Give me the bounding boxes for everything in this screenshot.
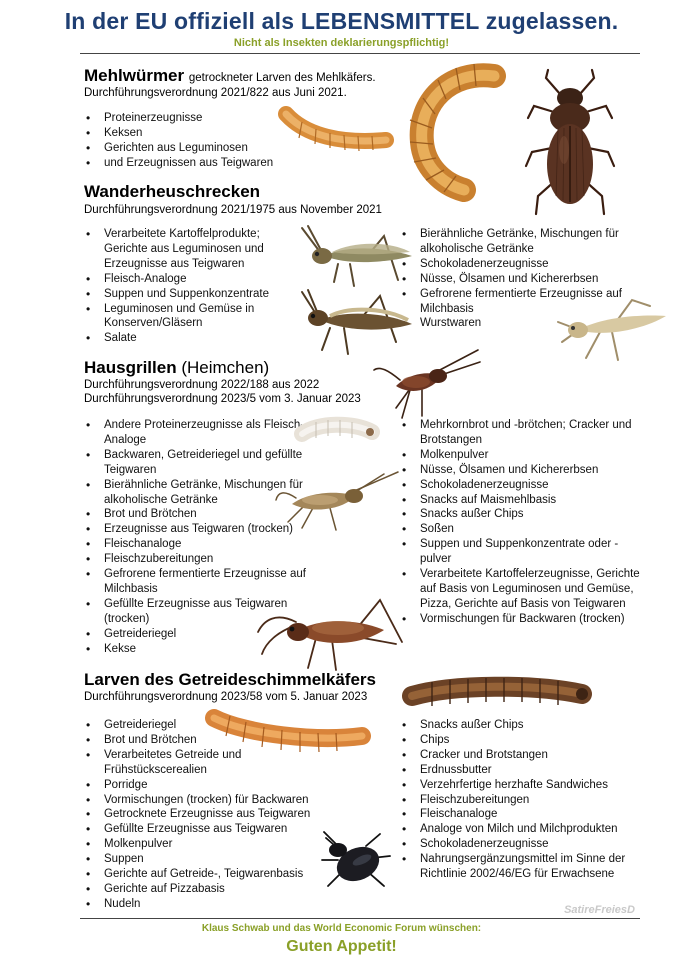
- list-item: • Backwaren, Getreideriegel und gefüllte Teigwaren: [82, 448, 317, 478]
- list-item: • Schokoladenerzeugnisse: [398, 257, 648, 272]
- larva-icon: [404, 672, 590, 718]
- list-item: • Nudeln: [82, 897, 332, 912]
- list-item: • Schokoladenerzeugnisse: [398, 478, 648, 493]
- list-item: • Nüsse, Ölsamen und Kichererbsen: [398, 272, 648, 287]
- section-title-note: (Heimchen): [181, 358, 270, 377]
- list-item: • Cracker und Brotstangen: [398, 748, 648, 763]
- list-item: • Leguminosen und Gemüse in Konserven/Gläsern: [82, 302, 292, 332]
- section-getreideschimmelkaefer-regulation: Durchführungsverordnung 2023/58 vom 5. Januar 2023: [84, 691, 368, 703]
- list-item: • Chips: [398, 733, 648, 748]
- watermark: SatireFreiesD: [564, 904, 635, 916]
- list-item: • und Erzeugnissen aus Teigwaren: [82, 156, 322, 171]
- list-item: • Suppen und Suppenkonzentrate: [82, 287, 292, 302]
- list-item: • Porridge: [82, 778, 332, 793]
- list-item: • Gefüllte Erzeugnisse aus Teigwaren (trocken): [82, 597, 317, 627]
- list-item: • Brot und Brötchen: [82, 733, 332, 748]
- list-item: • Nahrungsergänzungsmittel im Sinne der Richtlinie 2002/46/EG für Erwachsene: [398, 852, 648, 882]
- list-item: • Proteinerzeugnisse: [82, 111, 322, 126]
- section-wanderheuschrecken-title: Wanderheuschrecken: [84, 182, 261, 201]
- list-item: • Vormischungen für Backwaren (trocken): [398, 612, 648, 627]
- header-divider: [80, 53, 640, 54]
- section-getreideschimmelkaefer-right-list: [398, 718, 648, 882]
- section-hausgrillen-regulation-1: Durchführungsverordnung 2022/188 aus 2022: [84, 379, 320, 391]
- cricket-icon: [256, 592, 408, 674]
- list-item: • Vormischungen (trocken) für Backwaren: [82, 793, 332, 808]
- list-item: • Getreideriegel: [82, 627, 317, 642]
- cricket-icon: [372, 346, 482, 422]
- footer-line: Klaus Schwab und das World Economic Forum wünschen:: [201, 923, 482, 934]
- list-item: • Gefüllte Erzeugnisse aus Teigwaren: [82, 822, 332, 837]
- page-subtitle: Nicht als Insekten deklarierungspflichtig!: [233, 37, 450, 49]
- list-item: • Schokoladenerzeugnisse: [398, 837, 648, 852]
- list-item: • Kekse: [82, 642, 317, 657]
- list-item: • Verzehrfertige herzhafte Sandwiches: [398, 778, 648, 793]
- list-item: • Gefrorene fermentierte Erzeugnisse auf Milchbasis: [398, 287, 648, 317]
- list-item: • Soßen: [398, 522, 648, 537]
- list-item: • Gefrorene fermentierte Erzeugnisse auf Milchbasis: [82, 567, 317, 597]
- page-title: In der EU offiziell als LEBENSMITTEL zugelassen.: [64, 8, 619, 34]
- list-item: • Gerichten aus Leguminosen: [82, 141, 322, 156]
- list-item: • Verarbeitetes Getreide und Frühstückscerealien: [82, 748, 332, 778]
- section-title-text: Mehlwürmer: [84, 66, 185, 85]
- list-item: • Molkenpulver: [82, 837, 332, 852]
- list-item: • Gerichte auf Getreide-, Teigwarenbasis: [82, 867, 332, 882]
- section-wanderheuschrecken-left-list: [82, 227, 292, 346]
- beetle-icon: [318, 830, 394, 894]
- list-item: • Gerichte auf Pizzabasis: [82, 882, 332, 897]
- section-hausgrillen-right-list: [398, 418, 648, 627]
- section-mehlwuermer-regulation: Durchführungsverordnung 2021/822 aus Juni 2021.: [84, 87, 347, 99]
- list-item: • Snacks außer Chips: [398, 718, 648, 733]
- larva-icon: [206, 704, 370, 756]
- list-item: • Fleischzubereitungen: [82, 552, 317, 567]
- locust-icon: [556, 292, 668, 364]
- footer-greeting: Guten Appetit!: [286, 938, 397, 955]
- section-title-note: getrockneter Larven des Mehlkäfers.: [188, 72, 376, 84]
- locust-icon: [298, 222, 416, 292]
- list-item: • Keksen: [82, 126, 322, 141]
- list-item: • Nüsse, Ölsamen und Kichererbsen: [398, 463, 648, 478]
- section-hausgrillen-regulation-2: Durchführungsverordnung 2023/5 vom 3. Januar 2023: [84, 393, 361, 405]
- footer-divider: [80, 918, 640, 919]
- mealworm-large-icon: [398, 62, 508, 198]
- list-item: • Verarbeitete Kartoffelerzeugnisse, Gerichte auf Basis von Leguminosen und Gemüse, Pizza, Gerichte auf Basis von Teigwaren: [398, 567, 648, 612]
- beetle-icon: [524, 68, 616, 218]
- mealworm-icon: [282, 100, 394, 162]
- section-hausgrillen-title: [84, 358, 269, 378]
- list-item: • Suppen: [82, 852, 332, 867]
- section-title-text: Hausgrillen: [84, 358, 177, 377]
- list-item: • Suppen und Suppenkonzentrate oder -pulver: [398, 537, 648, 567]
- list-item: • Fleischanaloge: [398, 807, 648, 822]
- list-item: • Fleischzubereitungen: [398, 793, 648, 808]
- list-item: • Andere Proteinerzeugnisse als Fleisch-Analoge: [82, 418, 317, 448]
- list-item: • Fleisch-Analoge: [82, 272, 292, 287]
- list-item: • Erdnussbutter: [398, 763, 648, 778]
- list-item: • Getreideriegel: [82, 718, 332, 733]
- list-item: • Molkenpulver: [398, 448, 648, 463]
- list-item: • Erzeugnisse aus Teigwaren (trocken): [82, 522, 317, 537]
- list-item: • Getrocknete Erzeugnisse aus Teigwaren: [82, 807, 332, 822]
- list-item: • Snacks außer Chips: [398, 507, 648, 522]
- list-item: • Verarbeitete Kartoffelprodukte; Gerichte aus Leguminosen und Erzeugnisse aus Teigwaren: [82, 227, 292, 272]
- larva-icon: [296, 418, 378, 448]
- list-item: • Brot und Brötchen: [82, 507, 317, 522]
- list-item: • Analoge von Milch und Milchprodukten: [398, 822, 648, 837]
- list-item: • Salate: [82, 331, 292, 346]
- cricket-icon: [274, 470, 402, 534]
- list-item: • Snacks auf Maismehlbasis: [398, 493, 648, 508]
- list-item: • Mehrkornbrot und -brötchen; Cracker und Brotstangen: [398, 418, 648, 448]
- section-mehlwuermer-title: [84, 66, 376, 86]
- section-getreideschimmelkaefer-title: Larven des Getreideschimmelkäfers: [84, 670, 376, 689]
- list-item: • Bierähnliche Getränke, Mischungen für alkoholische Getränke: [82, 478, 317, 508]
- list-item: • Wurstwaren: [398, 316, 648, 331]
- section-wanderheuschrecken-regulation: Durchführungsverordnung 2021/1975 aus November 2021: [84, 204, 382, 216]
- list-item: • Bierähnliche Getränke, Mischungen für alkoholische Getränke: [398, 227, 648, 257]
- list-item: • Fleischanaloge: [82, 537, 317, 552]
